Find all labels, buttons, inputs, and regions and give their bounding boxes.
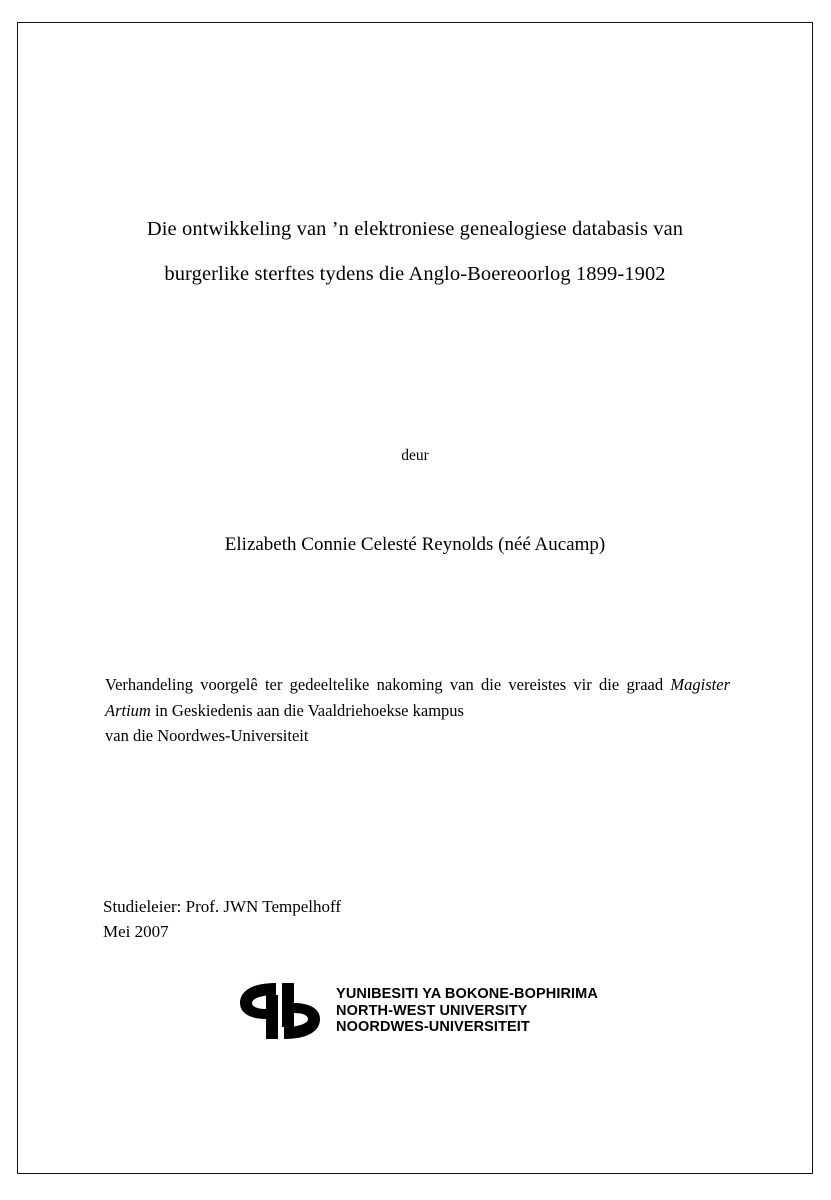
supervisor-line: Studieleier: Prof. JWN Tempelhoff	[103, 897, 342, 916]
date-line: Mei 2007	[103, 922, 169, 941]
logo-text-line-1: YUNIBESITI YA BOKONE-BOPHIRIMA	[336, 986, 598, 1003]
statement-part-2: in Geskiedenis aan die Vaaldriehoekse kampus	[150, 700, 464, 720]
title-line-2: burgerlike sterftes tydens die Anglo-Boereoorlog 1899-1902	[164, 263, 666, 285]
logo-group	[232, 977, 598, 1045]
degree-name: Magister Artium	[105, 675, 730, 720]
supervisor-block	[103, 894, 723, 944]
page-content	[85, 22, 745, 1174]
author-name: Elizabeth Connie Celesté Reynolds (néé Aucamp)	[224, 534, 606, 555]
degree-statement	[105, 672, 730, 749]
by-label: deur	[401, 447, 429, 464]
page-title	[85, 207, 745, 297]
title-line-1: Die ontwikkeling van ’n elektroniese genealogiese databasis van	[146, 218, 684, 240]
university-logo	[85, 977, 745, 1045]
statement-part-3: van die Noordwes-Universiteit	[105, 726, 309, 745]
logo-text	[336, 986, 598, 1036]
logo-text-line-3: NOORDWES-UNIVERSITEIT	[336, 1019, 530, 1036]
statement-part-1: Verhandeling voorgelê ter gedeeltelike nakoming van die vereistes vir die graad	[105, 675, 671, 694]
logo-text-line-2: NORTH-WEST UNIVERSITY	[336, 1002, 528, 1019]
nwu-logo-icon	[232, 977, 328, 1045]
